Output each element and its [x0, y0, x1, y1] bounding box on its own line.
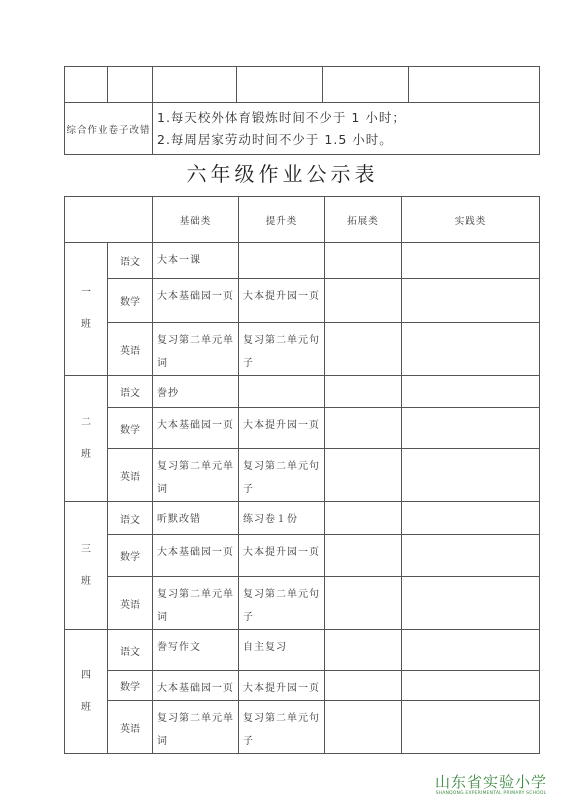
- class-name-char: 四: [81, 669, 91, 681]
- extend-cell: [325, 630, 402, 671]
- improve-cell: 复习第二单元句子: [239, 323, 325, 376]
- empty-cell: [237, 67, 323, 103]
- table-row: [65, 449, 540, 502]
- basic-cell: 大本基础园一页: [153, 671, 239, 701]
- table-row: [65, 243, 540, 279]
- class-name-char: 班: [81, 448, 91, 460]
- basic-cell: 大本基础园一页: [153, 535, 239, 577]
- summary-line-1: 1.每天校外体育锻炼时间不少于 1 小时；: [157, 110, 406, 125]
- practice-cell: [402, 279, 540, 323]
- improve-cell: 大本提升园一页: [239, 279, 325, 323]
- class-name-cell: [65, 630, 108, 754]
- table-row: [65, 535, 540, 577]
- previous-table-fragment: [64, 66, 540, 155]
- header-basic: 基础类: [153, 197, 239, 243]
- class-name-cell: [65, 243, 108, 376]
- extend-cell: [325, 701, 402, 754]
- subject-cell: 语文: [108, 243, 153, 279]
- extend-cell: [325, 535, 402, 577]
- practice-cell: [402, 630, 540, 671]
- table-row: [65, 408, 540, 449]
- school-logo: [435, 774, 547, 796]
- empty-cell: [65, 67, 108, 103]
- header-extend: 拓展类: [325, 197, 402, 243]
- header-improve: 提升类: [239, 197, 325, 243]
- basic-cell: 复习第二单元单词: [153, 449, 239, 502]
- subject-cell: 数学: [108, 535, 153, 577]
- table-row: [65, 323, 540, 376]
- subject-cell: 数学: [108, 408, 153, 449]
- extend-cell: [325, 408, 402, 449]
- extend-cell: [325, 243, 402, 279]
- basic-cell: 誊抄: [153, 376, 239, 408]
- extend-cell: [325, 323, 402, 376]
- subject-cell: 数学: [108, 671, 153, 701]
- practice-cell: [402, 376, 540, 408]
- extend-cell: [325, 376, 402, 408]
- subject-cell: 数学: [108, 279, 153, 323]
- practice-cell: [402, 408, 540, 449]
- practice-cell: [402, 671, 540, 701]
- basic-cell: 复习第二单元单词: [153, 701, 239, 754]
- summary-line-2: 2.每周居家劳动时间不少于 1.5 小时。: [157, 132, 393, 147]
- school-logo-subtitle: SHANDONG EXPERIMENTAL PRIMARY SCHOOL: [435, 791, 547, 796]
- improve-cell: [239, 243, 325, 279]
- practice-cell: [402, 701, 540, 754]
- class-name-char: 二: [81, 416, 91, 428]
- empty-row: [65, 67, 540, 103]
- practice-cell: [402, 243, 540, 279]
- practice-cell: [402, 577, 540, 630]
- empty-cell: [153, 67, 237, 103]
- subject-cell: 语文: [108, 376, 153, 408]
- improve-cell: 大本提升园一页: [239, 408, 325, 449]
- basic-cell: 大本一课: [153, 243, 239, 279]
- summary-row: [65, 103, 540, 155]
- improve-cell: 复习第二单元句子: [239, 701, 325, 754]
- improve-cell: 复习第二单元句子: [239, 577, 325, 630]
- subject-cell: 英语: [108, 701, 153, 754]
- class-name-char: 三: [81, 543, 91, 555]
- empty-cell: [409, 67, 540, 103]
- homework-table: [64, 196, 540, 754]
- class-name-char: 班: [81, 319, 91, 330]
- class-name-char: 一: [81, 287, 91, 298]
- subject-cell: 英语: [108, 323, 153, 376]
- page-title: 六年级作业公示表: [186, 162, 379, 186]
- table-row: [65, 630, 540, 671]
- basic-cell: 大本基础园一页: [153, 279, 239, 323]
- extend-cell: [325, 671, 402, 701]
- class-name-char: 班: [81, 575, 91, 587]
- table-row: [65, 279, 540, 323]
- practice-cell: [402, 535, 540, 577]
- header-corner-cell: [65, 197, 153, 243]
- improve-cell: 自主复习: [239, 630, 325, 671]
- table-row: [65, 376, 540, 408]
- subject-cell: 语文: [108, 630, 153, 671]
- improve-cell: 练习卷１份: [239, 502, 325, 535]
- basic-cell: 听默改错: [153, 502, 239, 535]
- class-name-char: 班: [81, 701, 91, 713]
- extend-cell: [325, 449, 402, 502]
- extend-cell: [325, 577, 402, 630]
- class-name-cell: [65, 502, 108, 630]
- header-row: [65, 197, 540, 243]
- subject-cell: 英语: [108, 577, 153, 630]
- extend-cell: [325, 502, 402, 535]
- basic-cell: 复习第二单元单词: [153, 577, 239, 630]
- improve-cell: [239, 376, 325, 408]
- table-row: [65, 502, 540, 535]
- practice-cell: [402, 323, 540, 376]
- improve-cell: 大本提升园一页: [239, 671, 325, 701]
- basic-cell: 复习第二单元单词: [153, 323, 239, 376]
- header-practice: 实践类: [402, 197, 540, 243]
- basic-cell: 大本基础园一页: [153, 408, 239, 449]
- subject-cell: 语文: [108, 502, 153, 535]
- table-row: [65, 577, 540, 630]
- empty-cell: [108, 67, 153, 103]
- table-row: [65, 701, 540, 754]
- empty-cell: [323, 67, 409, 103]
- improve-cell: 大本提升园一页: [239, 535, 325, 577]
- improve-cell: 复习第二单元句子: [239, 449, 325, 502]
- practice-cell: [402, 502, 540, 535]
- summary-label: 综合作业卷子改错: [65, 103, 153, 155]
- table-row: [65, 671, 540, 701]
- school-logo-name: 山东省实验小学: [434, 773, 547, 791]
- class-name-cell: [65, 376, 108, 502]
- extend-cell: [325, 279, 402, 323]
- basic-cell: 誊写作文: [153, 630, 239, 671]
- subject-cell: 英语: [108, 449, 153, 502]
- practice-cell: [402, 449, 540, 502]
- summary-text: [153, 103, 540, 155]
